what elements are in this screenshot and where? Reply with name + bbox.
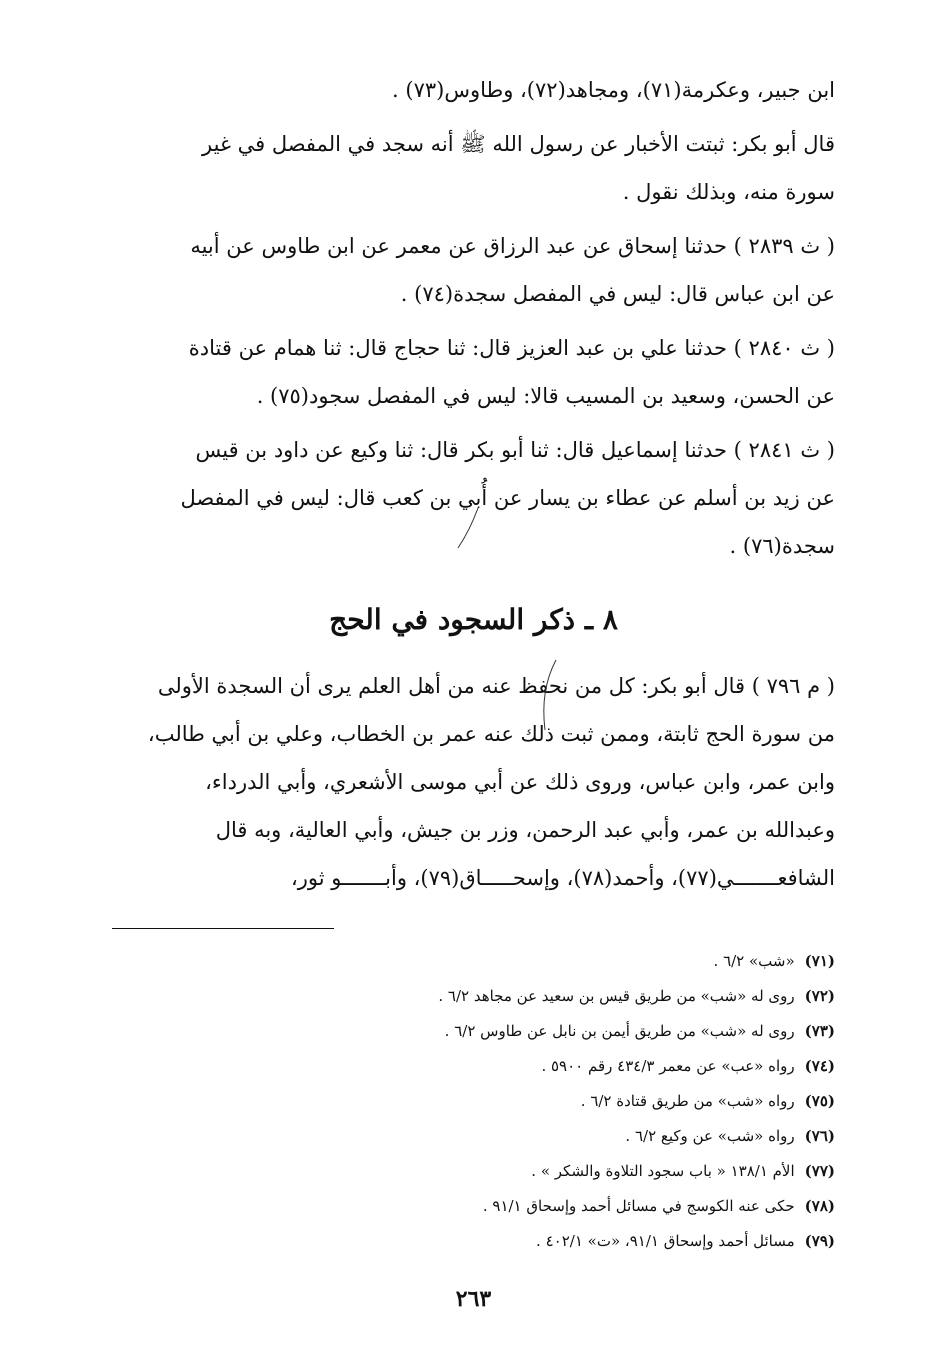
footnote-number: (٧١) [804,952,835,970]
text-line: وعبدالله بن عمر، وأبي عبد الرحمن، وزر بن جيش، وأبي العالية، وبه قال [215,818,835,842]
page-number: ٢٦٣ [455,1286,492,1312]
footnote-number: (٧٣) [804,1022,835,1040]
footnotes [300,944,835,1259]
text-line: ( ث ٢٨٣٩ ) حدثنا إسحاق عن عبد الرزاق عن معمر عن ابن طاوس عن أبيه [190,234,835,258]
footnote [300,1119,835,1154]
text-line: سورة منه، وبذلك نقول . [622,180,835,204]
text-line: سجدة(٧٦) . [729,534,835,558]
footnote-number: (٧٤) [804,1057,835,1075]
footnote-text: رواه «شب» عن وكيع ٦/٢ . [625,1127,795,1145]
footnote [300,944,835,979]
text-line: ابن جبير، وعكرمة(٧١)، ومجاهد(٧٢)، وطاوس(٧٣) . [392,78,835,102]
text-line: من سورة الحج ثابتة، وممن ثبت ذلك عنه عمر بن الخطاب، وعلي بن أبي طالب، [147,722,835,746]
footnote-text: روى له «شب» من طريق أيمن بن نابل عن طاوس ٦/٢ . [444,1022,795,1040]
paragraph-6 [112,662,835,902]
footnote-number: (٧٥) [804,1092,835,1110]
text-line: قال أبو بكر: ثبتت الأخبار عن رسول الله ﷺ أنه سجد في المفصل في غير [202,132,835,156]
footnote-text: مسائل أحمد وإسحاق ٩١/١، «ت» ٤٠٢/١ . [536,1232,795,1250]
text-line: ( ث ٢٨٤٠ ) حدثنا علي بن عبد العزيز قال: ثنا حجاج قال: ثنا همام عن قتادة [188,336,835,360]
text-line: ( ث ٢٨٤١ ) حدثنا إسماعيل قال: ثنا أبو بكر قال: ثنا وكيع عن داود بن قيس [195,438,835,462]
section-heading: ٨ ـ ذكر السجود في الحج [329,603,618,636]
paragraph-5 [112,426,835,570]
footnote-text: حكى عنه الكوسج في مسائل أحمد وإسحاق ٩١/١ . [482,1197,795,1215]
footnote-number: (٧٢) [804,987,835,1005]
footnote [300,1049,835,1084]
text-line: الشافعـــــــي(٧٧)، وأحمد(٧٨)، وإسحـــــاق(٧٩)، وأبـــــــو ثور، [290,866,835,890]
footnote [300,1014,835,1049]
text-line: ( م ٧٩٦ ) قال أبو بكر: كل من نحفظ عنه من أهل العلم يرى أن السجدة الأولى [157,674,835,698]
paragraph-4 [112,324,835,420]
footnote-text: روى له «شب» من طريق قيس بن سعيد عن مجاهد ٦/٢ . [438,987,795,1005]
footnote-text: رواه «عب» عن معمر ٤٣٤/٣ رقم ٥٩٠٠ . [541,1057,795,1075]
footnote-divider [112,928,334,929]
footnote-number: (٧٦) [804,1127,835,1145]
main-text [112,66,835,908]
text-line: عن الحسن، وسعيد بن المسيب قالا: ليس في المفصل سجود(٧٥) . [256,384,835,408]
footnote-number: (٧٨) [804,1197,835,1215]
footnote [300,1084,835,1119]
footnote-text: رواه «شب» من طريق قتادة ٦/٢ . [580,1092,795,1110]
footnote [300,1189,835,1224]
footnote-number: (٧٧) [804,1162,835,1180]
paragraph-1 [112,66,835,114]
text-line: عن زيد بن أسلم عن عطاء بن يسار عن أُبي بن كعب قال: ليس في المفصل [180,486,835,510]
paragraph-2 [112,120,835,216]
footnote [300,979,835,1014]
footnote-text: «شب» ٦/٢ . [713,952,795,970]
footnote [300,1154,835,1189]
text-line: عن ابن عباس قال: ليس في المفصل سجدة(٧٤) . [400,282,835,306]
footnote-number: (٧٩) [804,1232,835,1250]
footnote-text: الأم ١٣٨/١ « باب سجود التلاوة والشكر » . [531,1162,795,1180]
footnote [300,1224,835,1259]
paragraph-3 [112,222,835,318]
text-line: وابن عمر، وابن عباس، وروى ذلك عن أبي موسى الأشعري، وأبي الدرداء، [205,770,835,794]
